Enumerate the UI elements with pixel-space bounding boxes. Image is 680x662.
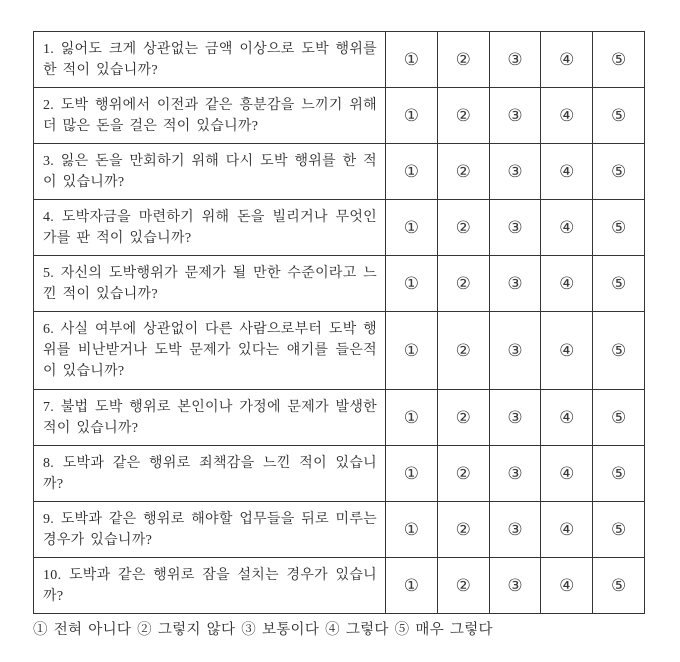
option-5[interactable]: ⑤ [593,256,645,312]
question-text: 10. 도박과 같은 행위로 잠을 설치는 경우가 있습니까? [34,558,386,614]
option-1[interactable]: ① [386,446,438,502]
questionnaire-table [33,31,645,614]
option-2[interactable]: ② [437,558,489,614]
option-2[interactable]: ② [437,502,489,558]
option-2[interactable]: ② [437,32,489,88]
option-2[interactable]: ② [437,312,489,390]
option-2[interactable]: ② [437,88,489,144]
table-row-4 [34,200,645,256]
option-2[interactable]: ② [437,144,489,200]
option-1[interactable]: ① [386,312,438,390]
option-5[interactable]: ⑤ [593,88,645,144]
option-5[interactable]: ⑤ [593,312,645,390]
table-row-5 [34,256,645,312]
question-text: 6. 사실 여부에 상관없이 다른 사람으로부터 도박 행위를 비난받거나 도박 문제가 있다는 얘기를 들은적이 있습니까? [34,312,386,390]
option-1[interactable]: ① [386,200,438,256]
option-4[interactable]: ④ [541,32,593,88]
option-5[interactable]: ⑤ [593,32,645,88]
table-row-7 [34,390,645,446]
option-5[interactable]: ⑤ [593,446,645,502]
table-row-10 [34,558,645,614]
option-5[interactable]: ⑤ [593,558,645,614]
option-3[interactable]: ③ [489,256,541,312]
table-row-1 [34,32,645,88]
option-3[interactable]: ③ [489,32,541,88]
option-1[interactable]: ① [386,390,438,446]
question-text: 9. 도박과 같은 행위로 해야할 업무들을 뒤로 미루는 경우가 있습니까? [34,502,386,558]
option-1[interactable]: ① [386,144,438,200]
option-3[interactable]: ③ [489,144,541,200]
option-4[interactable]: ④ [541,200,593,256]
question-text: 2. 도박 행위에서 이전과 같은 흥분감을 느끼기 위해 더 많은 돈을 걸은 적이 있습니까? [34,88,386,144]
option-4[interactable]: ④ [541,502,593,558]
option-5[interactable]: ⑤ [593,502,645,558]
option-4[interactable]: ④ [541,558,593,614]
option-1[interactable]: ① [386,502,438,558]
option-4[interactable]: ④ [541,88,593,144]
option-4[interactable]: ④ [541,312,593,390]
table-row-8 [34,446,645,502]
option-3[interactable]: ③ [489,312,541,390]
option-3[interactable]: ③ [489,200,541,256]
table-row-6 [34,312,645,390]
option-1[interactable]: ① [386,88,438,144]
option-3[interactable]: ③ [489,446,541,502]
question-text: 4. 도박자금을 마련하기 위해 돈을 빌리거나 무엇인가를 판 적이 있습니까? [34,200,386,256]
question-text: 5. 자신의 도박행위가 문제가 될 만한 수준이라고 느낀 적이 있습니까? [34,256,386,312]
question-text: 8. 도박과 같은 행위로 죄책감을 느낀 적이 있습니까? [34,446,386,502]
option-2[interactable]: ② [437,256,489,312]
question-text: 1. 잃어도 크게 상관없는 금액 이상으로 도박 행위를 한 적이 있습니까? [34,32,386,88]
option-5[interactable]: ⑤ [593,144,645,200]
option-3[interactable]: ③ [489,390,541,446]
option-4[interactable]: ④ [541,446,593,502]
option-1[interactable]: ① [386,558,438,614]
option-4[interactable]: ④ [541,256,593,312]
answer-scale-legend: ① 전혀 아니다 ② 그렇지 않다 ③ 보통이다 ④ 그렇다 ⑤ 매우 그렇다 [33,622,493,638]
option-3[interactable]: ③ [489,88,541,144]
option-4[interactable]: ④ [541,390,593,446]
option-4[interactable]: ④ [541,144,593,200]
option-2[interactable]: ② [437,446,489,502]
option-3[interactable]: ③ [489,558,541,614]
question-text: 3. 잃은 돈을 만회하기 위해 다시 도박 행위를 한 적이 있습니까? [34,144,386,200]
option-5[interactable]: ⑤ [593,390,645,446]
question-text: 7. 불법 도박 행위로 본인이나 가정에 문제가 발생한 적이 있습니까? [34,390,386,446]
option-5[interactable]: ⑤ [593,200,645,256]
option-2[interactable]: ② [437,390,489,446]
option-2[interactable]: ② [437,200,489,256]
option-3[interactable]: ③ [489,502,541,558]
table-row-3 [34,144,645,200]
option-1[interactable]: ① [386,32,438,88]
option-1[interactable]: ① [386,256,438,312]
table-row-9 [34,502,645,558]
table-row-2 [34,88,645,144]
